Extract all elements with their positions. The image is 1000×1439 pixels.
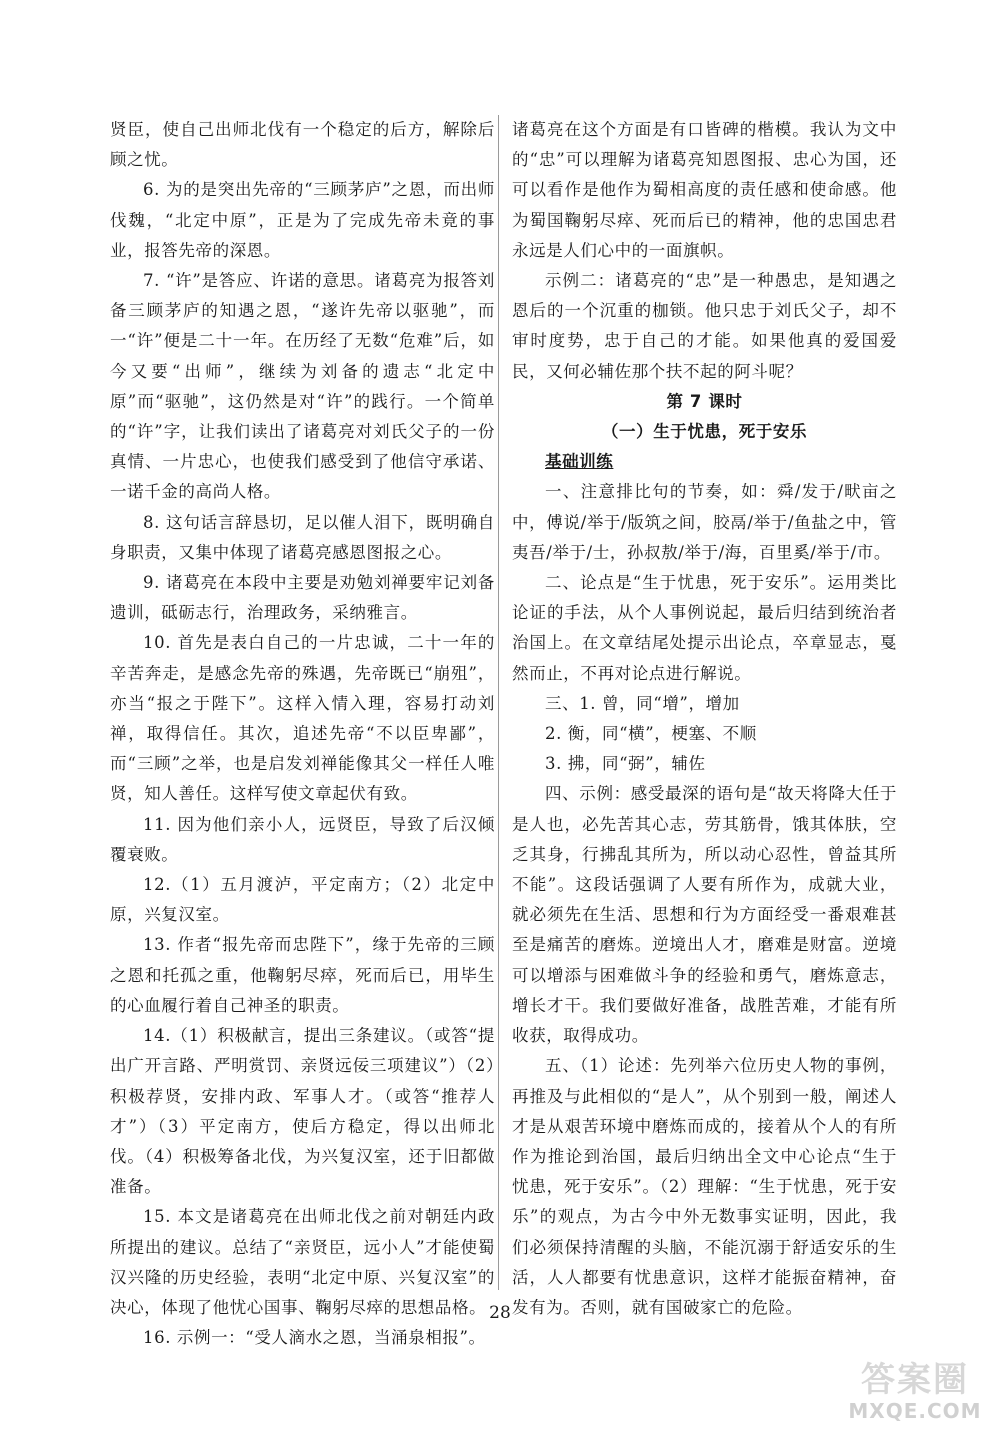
paragraph: 诸葛亮在这个方面是有口皆碑的楷模。我认为文中的“忠”可以理解为诸葛亮知恩图报、忠心为国，还可以看作是他作为蜀相高度的责任感和使命感。他为蜀国鞠躬尽瘁、死而后已的精神，他的忠国忠君永远是人们心中的一面旗帜。	[512, 120, 897, 260]
paragraph: 12.（1）五月渡泸，平定南方；（2）北定中原，兴复汉室。	[110, 875, 495, 925]
paragraph: 四、示例：感受最深的语句是“故天将降大任于是人也，必先苦其心志，劳其筋骨，饿其体肤，空乏其身，行拂乱其所为，所以动心忍性，曾益其所不能”。这段话强调了人要有所作为，成就大业，就必须先在生活、思想和行为方面经受一番艰难甚至是痛苦的磨炼。逆境出人才，磨难是财富。逆境可以增添与困难做斗争的经验和勇气，磨炼意志，增长才干。我们要做好准备，战胜苦难，才能有所收获，取得成功。	[512, 784, 897, 1046]
paragraph: 11. 因为他们亲小人，远贤臣，导致了后汉倾覆衰败。	[110, 814, 495, 864]
paragraph: 15. 本文是诸葛亮在出师北伐之前对朝廷内政所提出的建议。总结了“亲贤臣，远小人”才能使蜀汉兴隆的历史经验，表明“北定中原、兴复汉室”的决心，体现了他忧心国事、鞠躬尽瘁的思想品格。	[110, 1207, 495, 1317]
paragraph: 二、论点是“生于忧患，死于安乐”。运用类比论证的手法，从个人事例说起，最后归结到统治者治国上。在文章结尾处提示出论点，卒章显志，戛然而止，不再对论点进行解说。	[512, 573, 897, 683]
section-title: （一）生于忧患，死于安乐	[601, 422, 808, 442]
paragraph: 3. 拂，同“弼”，辅佐	[545, 754, 706, 774]
watermark-text: 答案圈	[861, 1360, 969, 1400]
paragraph: 示例二：诸葛亮的“忠”是一种愚忠，是知遇之恩后的一个沉重的枷锁。他只忠于刘氏父子，却不审时度势，忠于自己的才能。如果他真的爱国爱民，又何必辅佐那个扶不起的阿斗呢？	[512, 271, 897, 381]
lesson-title: 第 7 课时	[666, 391, 743, 411]
watermark-logo	[840, 1360, 990, 1430]
paragraph: 一、注意排比句的节奏，如：舜/发于/畎亩之中，傅说/举于/版筑之间，胶鬲/举于/鱼盐之中，管夷吾/举于/士，孙叔敖/举于/海，百里奚/举于/市。	[512, 482, 897, 562]
paragraph: 贤臣，使自己出师北伐有一个稳定的后方，解除后顾之忧。	[110, 120, 495, 170]
paragraph: 16. 示例一：“受人滴水之恩，当涌泉相报”。	[143, 1328, 486, 1348]
paragraph: 8. 这句话言辞恳切，足以催人泪下，既明确自身职责，又集中体现了诸葛亮感恩图报之心。	[110, 512, 495, 562]
paragraph: 7. “许”是答应、许诺的意思。诸葛亮为报答刘备三顾茅庐的知遇之恩，“遂许先帝以驱驰”，而一“许”便是二十一年。在历经了无数“危难”后，如今又要“出师”，继续为刘备的遗志“北定中原”而“驱驰”，这仍然是对“许”的践行。一个简单的“许”字，让我们读出了诸葛亮对刘氏父子的一份真情、一片忠心，也使我们感受到了他信守承诺、一诺千金的高尚人格。	[110, 271, 495, 502]
subsection-title: 基础训练	[545, 452, 614, 472]
paragraph: 2. 衡，同“横”，梗塞、不顺	[545, 724, 757, 744]
page-number: 28	[489, 1303, 511, 1323]
paragraph: 14.（1）积极献言，提出三条建议。（或答“提出广开言路、严明赏罚、亲贤远佞三项建议”）（2）积极荐贤，安排内政、军事人才。（或答“推荐人才”）（3）平定南方，使后方稳定，得以出师北伐。（4）积极筹备北伐，为兴复汉室，还于旧都做准备。	[110, 1026, 495, 1197]
paragraph: 9. 诸葛亮在本段中主要是劝勉刘禅要牢记刘备遗训，砥砺志行，治理政务，采纳雅言。	[110, 573, 495, 623]
paragraph: 13. 作者“报先帝而忠陛下”，缘于先帝的三顾之恩和托孤之重，他鞠躬尽瘁，死而后已，用毕生的心血履行着自己神圣的职责。	[110, 935, 495, 1015]
right-column	[512, 115, 897, 1323]
column-divider	[498, 115, 499, 1290]
left-column	[110, 115, 495, 1353]
watermark-url: MXQE.COM	[848, 1399, 982, 1423]
paragraph: 6. 为的是突出先帝的“三顾茅庐”之恩，而出师伐魏，“北定中原”，正是为了完成先帝未竟的事业，报答先帝的深恩。	[110, 180, 495, 260]
paragraph: 10. 首先是表白自己的一片忠诚，二十一年的辛苦奔走，是感念先帝的殊遇，先帝既已“崩殂”，亦当“报之于陛下”。这样入情入理，容易打动刘禅，取得信任。其次，追述先帝“不以臣卑鄙”，而“三顾”之举，也是启发刘禅能像其父一样任人唯贤，知人善任。这样写使文章起伏有致。	[110, 633, 495, 804]
paragraph: 五、（1）论述：先列举六位历史人物的事例，再推及与此相似的“是人”，从个别到一般，阐述人才是从艰苦环境中磨炼而成的，接着从个人的有所作为推论到治国，最后归纳出全文中心论点“生于忧患，死于安乐”。（2）理解：“生于忧患，死于安乐”的观点，为古今中外无数事实证明，因此，我们必须保持清醒的头脑，不能沉溺于舒适安乐的生活，人人都要有忧患意识，这样才能振奋精神，奋发有为。否则，就有国破家亡的危险。	[512, 1056, 897, 1317]
paragraph: 三、1. 曾，同“增”，增加	[545, 693, 740, 713]
